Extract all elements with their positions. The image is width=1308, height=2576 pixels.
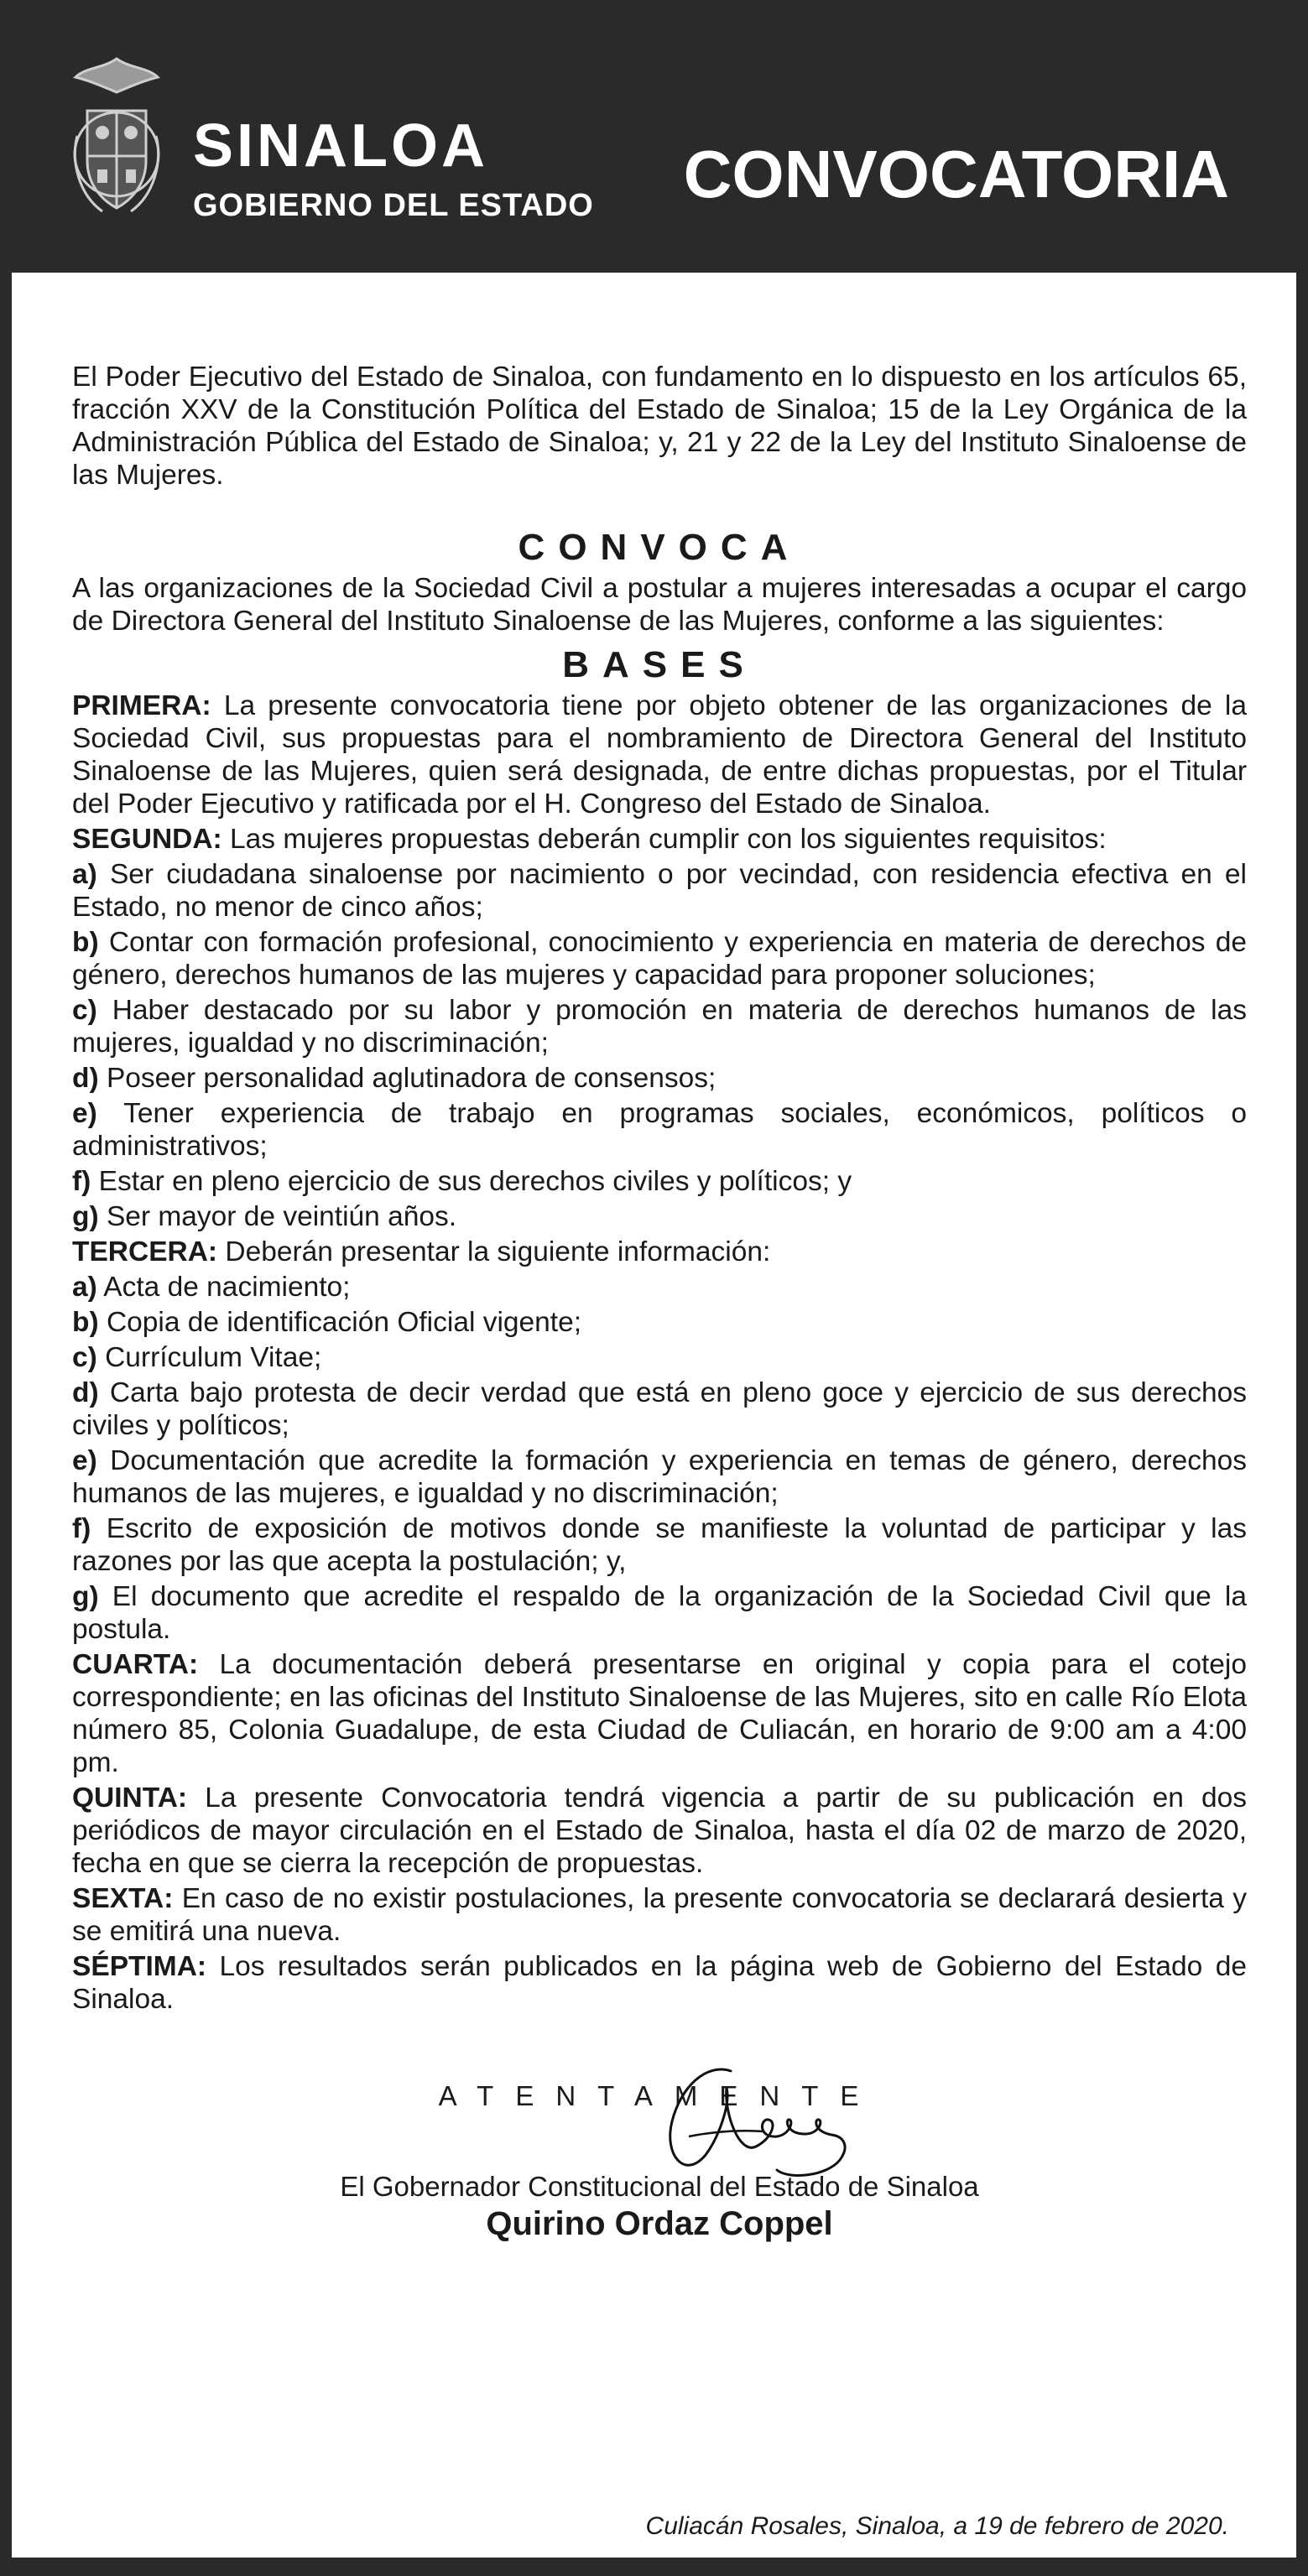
- bases-item-label: QUINTA:: [72, 1782, 188, 1814]
- bases-item-label: b): [72, 1307, 99, 1338]
- bases-item: [72, 1200, 1247, 1233]
- bases-item-text: Carta bajo protesta de decir verdad que está en pleno goce y ejercicio de sus derechos civiles y políticos;: [72, 1377, 1247, 1441]
- bases-item-text: Los resultados serán publicados en la página web de Gobierno del Estado de Sinaloa.: [72, 1951, 1247, 2015]
- bases-item-label: g): [72, 1201, 99, 1232]
- bases-item-label: b): [72, 927, 99, 958]
- bases-item: [72, 1062, 1247, 1095]
- bases-item: [72, 1236, 1247, 1268]
- bases-item: [72, 823, 1247, 856]
- bases-item-label: PRIMERA:: [72, 690, 211, 721]
- bases-item-text: Copia de identificación Oficial vigente;: [106, 1307, 582, 1338]
- bases-item: [72, 1271, 1247, 1304]
- bases-item-text: Deberán presentar la siguiente información:: [225, 1236, 771, 1267]
- signer-title: El Gobernador Constitucional del Estado de Sinaloa: [340, 2171, 979, 2202]
- handwritten-signature: [538, 2054, 890, 2188]
- bases-item: [72, 1376, 1247, 1442]
- bases-item-label: e): [72, 1445, 97, 1476]
- bases-item: [72, 1950, 1247, 2016]
- bases-item-text: Currículum Vitae;: [105, 1342, 322, 1373]
- page-title: CONVOCATORIA: [683, 137, 1229, 211]
- bases-item-label: f): [72, 1513, 91, 1544]
- bases-item-text: Tener experiencia de trabajo en programas sociales, económicos, políticos o administrativos;: [72, 1098, 1247, 1162]
- bases-item-text: Las mujeres propuestas deberán cumplir con los siguientes requisitos:: [230, 824, 1107, 855]
- bases-item-label: f): [72, 1166, 91, 1197]
- bases-item: [72, 1444, 1247, 1510]
- convoca-text: A las organizaciones de la Sociedad Civil a postular a mujeres interesadas a ocupar el cargo de Directora General del Instituto Sinaloense de las Mujeres, conforme a las siguientes:: [72, 573, 1247, 637]
- bases-item-text: Poseer personalidad aglutinadora de consensos;: [106, 1063, 717, 1094]
- bases-item-text: En caso de no existir postulaciones, la presente convocatoria se declarará desierta y se emitirá una nueva.: [72, 1883, 1247, 1947]
- document-body: [72, 361, 1247, 2306]
- bases-item-text: Haber destacado por su labor y promoción en materia de derechos humanos de las mujeres, igualdad y no discriminación;: [72, 995, 1247, 1059]
- bases-item-label: a): [72, 1272, 97, 1303]
- bases-item-text: Estar en pleno ejercicio de sus derechos civiles y políticos; y: [98, 1166, 852, 1197]
- bases-item: [72, 1782, 1247, 1880]
- bases-item: [72, 1341, 1247, 1374]
- bases-item-label: CUARTA:: [72, 1649, 199, 1680]
- bases-item-text: Escrito de exposición de motivos donde se manifieste la voluntad de participar y las razones por las que acepta la postulación; y,: [72, 1513, 1247, 1577]
- bases-item-text: Ser ciudadana sinaloense por nacimiento o por vecindad, con residencia efectiva en el Estado, no menor de cinco años;: [72, 859, 1247, 923]
- bases-item-label: e): [72, 1098, 97, 1129]
- bases-item-label: SEGUNDA:: [72, 824, 222, 855]
- bases-item-label: d): [72, 1063, 99, 1094]
- bases-item: [72, 1512, 1247, 1578]
- header-banner: [12, 0, 1296, 273]
- intro-paragraph: El Poder Ejecutivo del Estado de Sinaloa, con fundamento en lo dispuesto en los artículos 65, fracción XXV de la Constitución Política del Estado de Sinaloa; 15 de la Ley Orgánica de la Administración Pública del Estado de Sinaloa; y, 21 y 22 de la Ley del Instituto Sinaloense de las Mujeres.: [72, 362, 1247, 491]
- bases-item: [72, 1580, 1247, 1646]
- bases-item: [72, 1882, 1247, 1948]
- bases-item-text: Contar con formación profesional, conocimiento y experiencia en materia de derechos de género, derechos humanos de las mujeres y capacidad para proponer soluciones;: [72, 927, 1247, 991]
- bases-item: [72, 690, 1247, 820]
- state-seal-icon: [69, 52, 164, 218]
- bases-item: [72, 1097, 1247, 1163]
- bases-item-label: g): [72, 1581, 99, 1612]
- bases-item-label: TERCERA:: [72, 1236, 218, 1267]
- place-date: Culiacán Rosales, Sinaloa, a 19 de febrero de 2020.: [645, 2512, 1229, 2540]
- bases-item-label: SEXTA:: [72, 1883, 174, 1914]
- bases-item-text: La documentación deberá presentarse en original y copia para el cotejo correspondiente; en las oficinas del Instituto Sinaloense de las Mujeres, sito en calle Río Elota número 85, Colonia Guadalupe, de esta Ciudad de Culiacán, en horario de 9:00 am a 4:00 pm.: [72, 1649, 1247, 1778]
- bases-item: [72, 1648, 1247, 1779]
- convoca-heading: CONVOCA: [518, 527, 801, 568]
- bases-item: [72, 1165, 1247, 1198]
- bases-item-label: c): [72, 1342, 97, 1373]
- bases-item: [72, 1306, 1247, 1339]
- bases-item-text: Acta de nacimiento;: [103, 1272, 351, 1303]
- bases-item: [72, 994, 1247, 1059]
- atentamente-label: ATENTAMENTE: [438, 2080, 881, 2111]
- bases-item-text: Documentación que acredite la formación y experiencia en temas de género, derechos humanos de las mujeres, e igualdad y no discriminación;: [72, 1445, 1248, 1509]
- brand-state-name: SINALOA: [193, 112, 488, 180]
- bases-item-label: d): [72, 1377, 99, 1408]
- bases-item-label: c): [72, 995, 97, 1026]
- signature-block: [72, 2063, 1247, 2306]
- bases-item-label: SÉPTIMA:: [72, 1951, 207, 1982]
- bases-item: [72, 926, 1247, 991]
- bases-heading: BASES: [562, 644, 757, 685]
- bases-item-label: a): [72, 859, 97, 890]
- bases-item-text: Ser mayor de veintiún años.: [106, 1201, 457, 1232]
- bases-list: [72, 690, 1247, 2016]
- brand-government: GOBIERNO DEL ESTADO: [193, 188, 594, 223]
- bases-item-text: La presente convocatoria tiene por objeto obtener de las organizaciones de la Sociedad Civil, sus propuestas para el nombramiento de Directora General del Instituto Sinaloense de las Mujeres, quien será designada, de entre dichas propuestas, por el Titular del Poder Ejecutivo y ratificada por el H. Congreso del Estado de Sinaloa.: [72, 690, 1248, 820]
- bases-item-text: El documento que acredite el respaldo de la organización de la Sociedad Civil que la postula.: [72, 1581, 1247, 1645]
- bases-item: [72, 858, 1247, 924]
- bases-item-text: La presente Convocatoria tendrá vigencia a partir de su publicación en dos periódicos de mayor circulación en el Estado de Sinaloa, hasta el día 02 de marzo de 2020, fecha en que se cierra la recepción de propuestas.: [72, 1782, 1248, 1879]
- signer-name: Quirino Ordaz Coppel: [486, 2205, 833, 2242]
